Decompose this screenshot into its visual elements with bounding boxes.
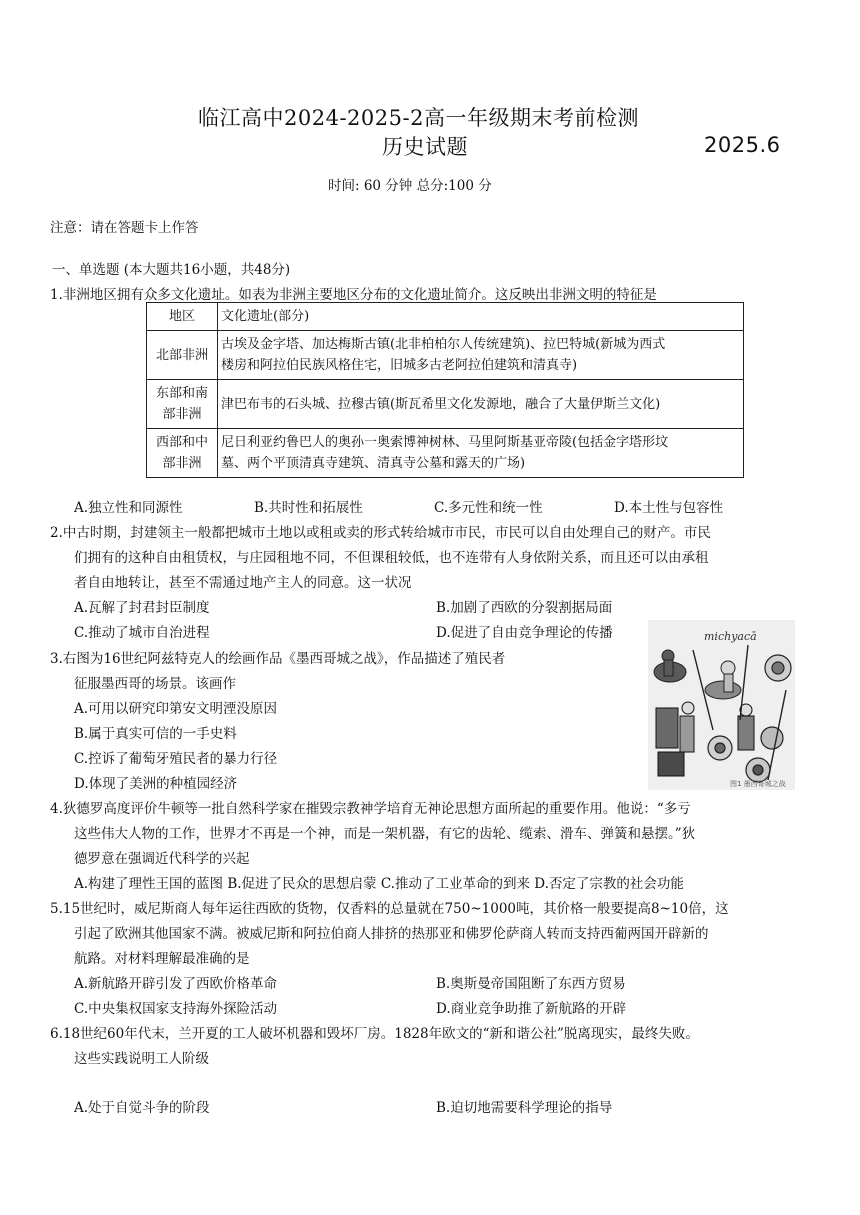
table-header-row <box>147 303 744 331</box>
table-cell-region: 北部非洲 <box>147 331 218 380</box>
exam-title: 临江高中2024-2025-2高一年级期末考前检测 <box>198 106 639 130</box>
table-cell-content: 津巴布韦的石头城、拉穆古镇(斯瓦希里文化发源地，融合了大量伊斯兰文化) <box>218 380 744 429</box>
q1-option-a: A.独立性和同源性 <box>74 500 183 516</box>
figure-label: michyacā <box>704 630 757 643</box>
exam-subject: 历史试题 <box>382 135 468 159</box>
q6-option-a: A.处于自觉斗争的阶段 <box>74 1100 210 1116</box>
table-header-region: 地区 <box>147 303 218 331</box>
q2-option-d: D.促进了自由竞争理论的传播 <box>436 625 613 641</box>
q1-stem: 1.非洲地区拥有众多文化遗址。如表为非洲主要地区分布的文化遗址简介。这反映出非洲文明的特征是 <box>50 287 657 303</box>
q2-line-1: 2.中古时期，封建领主一般都把城市土地以或租或卖的形式转给城市市民，市民可以自由处理自己的财产。市民 <box>50 525 711 541</box>
q5-line-2: 引起了欧洲其他国家不满。被威尼斯和阿拉伯商人排挤的热那亚和佛罗伦萨商人转而支持西葡两国开辟新的 <box>74 926 709 942</box>
q2-line-3: 者自由地转让，甚至不需通过地产主人的同意。这一状况 <box>74 575 412 591</box>
q6-line-1: 6.18世纪60年代末，兰开夏的工人破坏机器和毁坏厂房。1828年欧文的“新和谐公社”脱离现实，最终失败。 <box>50 1026 699 1042</box>
q4-line-1: 4.狄德罗高度评价牛顿等一批自然科学家在摧毁宗教神学培育无神论思想方面所起的重要作用。他说：“多亏 <box>50 801 691 817</box>
q4-line-2: 这些伟大人物的工作，世界才不再是一个神，而是一架机器，有它的齿轮、缆索、滑车、弹簧和悬摆。”狄 <box>74 826 696 842</box>
q5-option-a: A.新航路开辟引发了西欧价格革命 <box>74 976 278 992</box>
q5-option-c: C.中央集权国家支持海外探险活动 <box>74 1001 278 1017</box>
table-row <box>147 380 744 429</box>
q2-line-2: 们拥有的这种自由租赁权，与庄园租地不同，不但课租较低，也不连带有人身依附关系，而且还可以由承租 <box>74 550 709 566</box>
table-cell-content: 尼日利亚约鲁巴人的奥孙一奥索博神树林、马里阿斯基亚帝陵(包括金字塔形坟 墓、两个平顶清真寺建筑、清真寺公墓和露天的广场) <box>218 429 744 478</box>
q3-line-1: 3.右图为16世纪阿兹特克人的绘画作品《墨西哥城之战》，作品描述了殖民者 <box>50 651 506 667</box>
q5-option-d: D.商业竞争助推了新航路的开辟 <box>436 1001 627 1017</box>
exam-time-info: 时间: 60 分钟 总分:100 分 <box>328 178 492 194</box>
q3-option-b: B.属于真实可信的一手史料 <box>74 726 237 742</box>
table-row <box>147 331 744 380</box>
q3-option-a: A.可用以研究印第安文明湮没原因 <box>74 701 278 717</box>
q1-option-d: D.本土性与包容性 <box>614 500 724 516</box>
q1-table <box>146 302 744 478</box>
table-cell-content: 古埃及金字塔、加达梅斯古镇(北非柏柏尔人传统建筑)、拉巴特城(新城为西式 楼房和阿拉伯民族风格住宅，旧城多古老阿拉伯建筑和清真寺) <box>218 331 744 380</box>
q3-option-d: D.体现了美洲的种植园经济 <box>74 776 238 792</box>
q2-option-a: A.瓦解了封君封臣制度 <box>74 600 210 616</box>
q1-option-c: C.多元性和统一性 <box>434 500 543 516</box>
q5-line-3: 航路。对材料理解最准确的是 <box>74 951 250 967</box>
exam-date: 2025.6 <box>704 133 781 157</box>
q6-line-2: 这些实践说明工人阶级 <box>74 1051 209 1067</box>
q3-option-c: C.控诉了葡萄牙殖民者的暴力行径 <box>74 751 278 767</box>
table-cell-region: 东部和南 部非洲 <box>147 380 218 429</box>
q3-line-2: 征服墨西哥的场景。该画作 <box>74 676 236 692</box>
q5-line-1: 5.15世纪时，威尼斯商人每年运往西欧的货物，仅香料的总量就在750~1000吨，其价格一般要提高8~10倍，这 <box>50 901 729 917</box>
section-heading: 一、单选题 (本大题共16小题，共48分) <box>52 262 291 278</box>
q2-option-c: C.推动了城市自治进程 <box>74 625 210 641</box>
table-header-content: 文化遗址(部分) <box>218 303 744 331</box>
q2-option-b: B.加剧了西欧的分裂割据局面 <box>436 600 613 616</box>
q5-option-b: B.奥斯曼帝国阻断了东西方贸易 <box>436 976 626 992</box>
notice: 注意：请在答题卡上作答 <box>50 220 199 236</box>
q1-option-b: B.共时性和拓展性 <box>254 500 363 516</box>
battle-of-mexico-city-image <box>648 620 795 790</box>
table-row <box>147 429 744 478</box>
table-cell-region: 西部和中 部非洲 <box>147 429 218 478</box>
q6-option-b: B.迫切地需要科学理论的指导 <box>436 1100 613 1116</box>
figure-caption: 图1 墨西哥城之战 <box>730 780 786 788</box>
q4-options: A.构建了理性王国的蓝图 B.促进了民众的思想启蒙 C.推动了工业革命的到来 D.否定了宗教的社会功能 <box>74 876 684 892</box>
q4-line-3: 德罗意在强调近代科学的兴起 <box>74 851 250 867</box>
